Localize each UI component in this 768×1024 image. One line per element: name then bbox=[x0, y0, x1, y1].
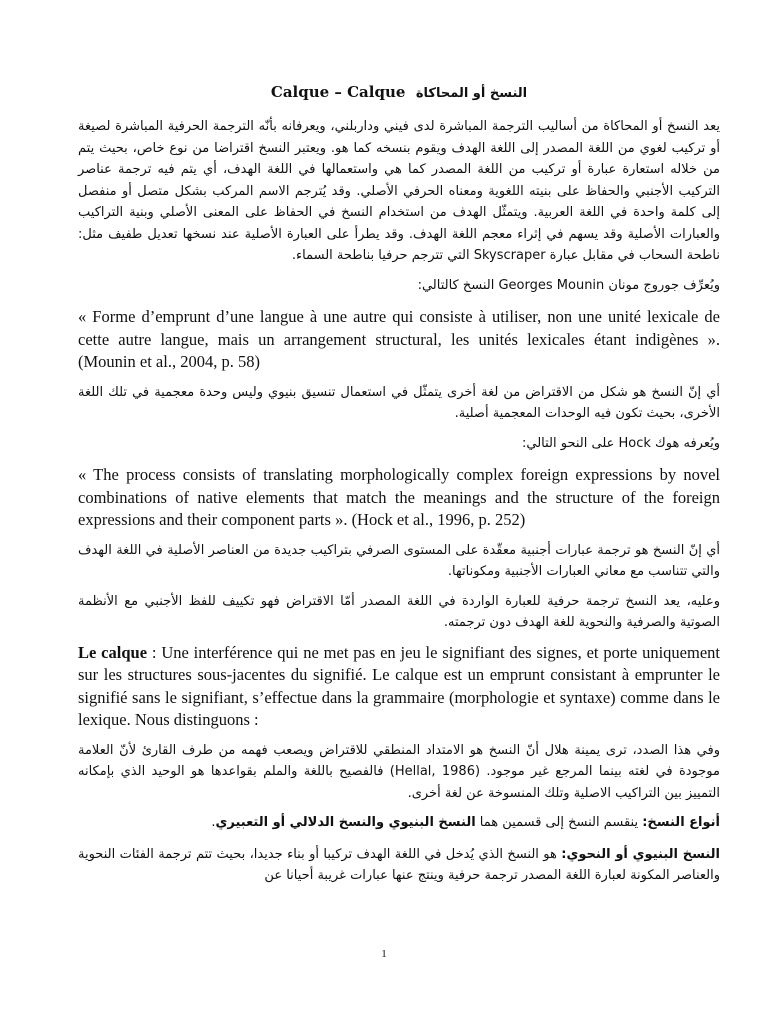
paragraph-calque-vs-loan: وعليه، يعد النسخ ترجمة حرفية للعبارة الواردة في اللغة المصدر أمّا الاقتراض فهو تكييف للفظ الأجنبي مع الأنظمة الصوتية والصرفية والنحوية للغة الهدف دون ترجمته. bbox=[78, 593, 720, 630]
structural-calque-heading: النسخ البنيوي أو النحوي: bbox=[561, 846, 720, 862]
paragraph-definition: يعد النسخ أو المحاكاة من أساليب الترجمة المباشرة لدى فيني وداربلني، ويعرفانه بأنّه الترجمة الحرفية المباشرة لصيغة أو تركيب لغوي من اللغة المصدر إلى اللغة الهدف ويقوم بنسخه كما هو. ويعتبر النسخ اقتراضا من نوع خاص، بحيث يتم من خلاله استعارة عبارة أو تركيب من اللغة المصدر كما هي واستعمالها في اللغة الهدف، أي يتم فيه ترجمة عناصر التركيب الأجنبي والحفاظ على بنيته اللغوية ومعناه الحرفي الأصلي. وقد يُترجم الاسم المركب بشكل متصل أو منفصل إلى كلمة واحدة في اللغة العربية. ويتمثّل الهدف من استخدام النسخ في الحفاظ على المعنى الأصلي وبنية التراكيب والعبارات الأصلية وقد يسهم في إثراء معجم اللغة الهدف. وقد يطرأ على العبارة الأصلية عند نسخها تعديل طفيف مثل: ناطحة السحاب في مقابل عبارة Skyscraper التي تترجم حرفيا بناطحة السماء. bbox=[78, 119, 720, 263]
paragraph-structural-calque bbox=[78, 844, 720, 887]
page-title bbox=[78, 82, 720, 104]
paragraph-hock-intro: ويُعرفه هوك Hock على النحو التالي: bbox=[521, 435, 720, 451]
title-arabic: النسخ أو المحاكاة bbox=[415, 86, 528, 101]
paragraph-le-calque bbox=[78, 642, 720, 732]
le-calque-text: : Une interférence qui ne met pas en jeu le signifiant des signes, et porte uniquement sur les structures sous-jacentes du signifié. Le calque est un emprunt consistant à emprunter le signifié sans le signifiant, s’effectue dans la grammaire (morphologie et syntaxe) comme dans le lexique. Nous distinguons : bbox=[78, 642, 720, 729]
quote-mounin: « Forme d’emprunt d’une langue à une autre qui consiste à utiliser, non une unité lexicale de cette autre langue, mais un arrangement structural, les unités lexicales étant indigènes ». (Mounin et al., 2004, p. 58) bbox=[78, 307, 720, 371]
title-latin: Calque – Calque bbox=[270, 83, 406, 101]
page-number: 1 bbox=[381, 948, 387, 960]
structural-calque-text: هو النسخ الذي يُدخل في اللغة الهدف تركيبا أو بناء جديدا، بحيث تتم ترجمة الفئات النحوية والعناصر المكونة لعبارة اللغة المصدر ترجمة حرفية وينتج عنها عبارات غريبة أحيانا عن bbox=[78, 846, 720, 883]
types-names: النسخ البنيوي والنسخ الدلالي أو التعبيري bbox=[215, 815, 476, 830]
document-page bbox=[78, 82, 720, 895]
types-end: . bbox=[211, 815, 216, 830]
quote-hock: « The process consists of translating morphologically complex foreign expressions by novel combinations of native elements that match the meanings and the structure of the foreign expressions and their component parts ». (Hock et al., 1996, p. 252) bbox=[78, 465, 720, 529]
paragraph-mounin-explanation: أي إنّ النسخ هو شكل من الاقتراض من لغة أخرى يتمثّل في استعمال تنسيق بنيوي وليس وحدة معجمية في تلك اللغة الأخرى، بحيث تكون فيه الوحدات المعجمية أصلية. bbox=[78, 384, 720, 421]
paragraph-hock-explanation: أي إنّ النسخ هو ترجمة عبارات أجنبية معقّدة على المستوى الصرفي بتراكيب جديدة من العناصر الأصلية في اللغة الهدف والتي تتناسب مع معاني العبارات الأجنبية ومكوناتها. bbox=[78, 542, 720, 579]
paragraph-mounin-intro: ويُعرِّف جوروج مونان Georges Mounin النسخ كالتالي: bbox=[417, 277, 720, 293]
term-le-calque: Le calque bbox=[78, 642, 148, 662]
paragraph-types bbox=[78, 812, 720, 834]
types-text: ينقسم النسخ إلى قسمين هما bbox=[475, 815, 643, 830]
paragraph-hellal: وفي هذا الصدد، ترى يمينة هلال أنّ النسخ هو الامتداد المنطقي للاقتراض ويصعب فهمه من طرف القارئ لأنّ العلامة موجودة في لغته بينما المرجع غير موجود. (Hellal, 1986) فالفصيح باللغة والملم بقواعدها هو الوحيد الذي بإمكانه التمييز بين التراكيب الاصلية وتلك المنسوخة عن لغة أخرى. bbox=[78, 742, 720, 801]
types-heading: أنواع النسخ: bbox=[642, 815, 720, 830]
